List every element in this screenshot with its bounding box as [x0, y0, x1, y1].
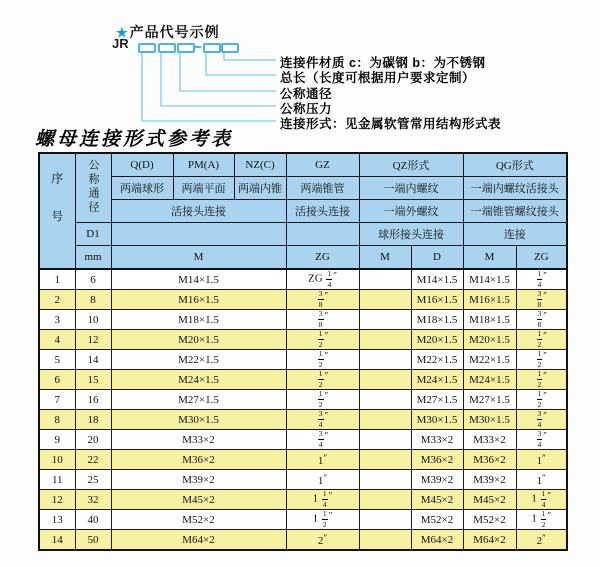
- cell-no: 11: [39, 470, 75, 490]
- cell-qz_d: M27×1.5: [411, 390, 463, 410]
- header-qg-zg: ZG: [516, 246, 567, 270]
- cell-m: M22×1.5: [111, 350, 286, 370]
- header-gz-desc: 两端锥管: [286, 177, 359, 200]
- cell-no: 6: [39, 370, 75, 390]
- header-gz-form: GZ: [286, 153, 359, 177]
- cell-qg_m: M52×2: [463, 510, 516, 530]
- header-nz-desc: 两端内锥: [234, 177, 286, 200]
- cell-dn: 18: [75, 410, 111, 430]
- cell-qg_zg: $\frac{3}{4}$ ″: [516, 410, 567, 430]
- table-row: [39, 530, 567, 551]
- table-row: [39, 330, 567, 350]
- cell-qg_zg: $\frac{1}{2}$ ″: [516, 350, 567, 370]
- cell-dn: 14: [75, 350, 111, 370]
- cell-qg_m: M18×1.5: [463, 310, 516, 330]
- cell-qz_d: M18×1.5: [411, 310, 463, 330]
- cell-no: 5: [39, 350, 75, 370]
- cell-qz_m: [359, 370, 411, 390]
- header-q-desc: 两端球形: [111, 177, 173, 200]
- cell-dn: 12: [75, 330, 111, 350]
- cell-qz_m: [359, 269, 411, 290]
- cell-qg_zg: 2″: [516, 530, 567, 551]
- cell-m: M36×2: [111, 450, 286, 470]
- header-zg-thread: ZG: [286, 246, 359, 270]
- header-q-form: Q(D): [111, 153, 173, 177]
- cell-qz_d: M14×1.5: [411, 269, 463, 290]
- cell-gz: 1 $\frac{1}{4}$ ″: [286, 490, 359, 510]
- cell-m: M30×1.5: [111, 410, 286, 430]
- header-qz-desc2: 一端外螺纹: [359, 200, 463, 223]
- cell-qg_m: M64×2: [463, 530, 516, 551]
- cell-no: 4: [39, 330, 75, 350]
- cell-m: M16×1.5: [111, 290, 286, 310]
- table-header: [39, 153, 567, 269]
- cell-qz_m: [359, 350, 411, 370]
- cell-dn: 40: [75, 510, 111, 530]
- table-row: [39, 470, 567, 490]
- cell-qz_d: M33×2: [411, 430, 463, 450]
- cell-qz_d: M16×1.5: [411, 290, 463, 310]
- cell-qg_zg: $\frac{1}{2}$ ″: [516, 390, 567, 410]
- dash-separator-icon: [193, 46, 201, 48]
- cell-m: M64×2: [111, 530, 286, 551]
- cell-qg_zg: $\frac{3}{8}$ ″: [516, 310, 567, 330]
- table-row: [39, 310, 567, 330]
- cell-gz: 1″: [286, 470, 359, 490]
- header-empty-gz: [286, 223, 359, 246]
- cell-m: M18×1.5: [111, 310, 286, 330]
- table-row: [39, 350, 567, 370]
- cell-qg_m: M27×1.5: [463, 390, 516, 410]
- header-nz-form: NZ(C): [234, 153, 286, 177]
- cell-no: 12: [39, 490, 75, 510]
- cell-dn: 32: [75, 490, 111, 510]
- cell-gz: $\frac{3}{8}$ ″: [286, 290, 359, 310]
- cell-qg_m: M20×1.5: [463, 330, 516, 350]
- star-icon: ★: [116, 25, 129, 40]
- cell-no: 10: [39, 450, 75, 470]
- cell-no: 13: [39, 510, 75, 530]
- cell-qg_zg: 1″: [516, 470, 567, 490]
- cell-qg_zg: $\frac{1}{2}$ ″: [516, 330, 567, 350]
- product-code-prefix: JR: [112, 36, 129, 51]
- diagram-title: [116, 22, 220, 42]
- cell-qg_m: M30×1.5: [463, 410, 516, 430]
- header-qz-connection: 球形接头连接: [359, 223, 463, 246]
- code-label-material: 连接件材质 c：为碳钢 b：为不锈钢: [280, 56, 486, 70]
- cell-dn: 20: [75, 430, 111, 450]
- cell-gz: 1″: [286, 450, 359, 470]
- code-label-length: 总长（长度可根据用户要求定制）: [280, 71, 476, 85]
- cell-qg_zg: 1 $\frac{1}{2}$ ″: [516, 510, 567, 530]
- header-m-thread: M: [111, 246, 286, 270]
- code-box-1: [138, 43, 156, 53]
- cell-no: 8: [39, 410, 75, 430]
- cell-qg_m: M45×2: [463, 490, 516, 510]
- nut-connection-table: [38, 152, 568, 551]
- code-box-4: [203, 43, 221, 53]
- cell-qz_d: M64×2: [411, 530, 463, 551]
- cell-qz_m: [359, 390, 411, 410]
- cell-qz_m: [359, 510, 411, 530]
- cell-m: M52×2: [111, 510, 286, 530]
- cell-qg_zg: $\frac{3}{8}$ ″: [516, 290, 567, 310]
- header-gz-connection: 活接头连接: [286, 200, 359, 223]
- header-qz-d: D: [411, 246, 463, 270]
- cell-qg_zg: 1 $\frac{1}{4}$ ″: [516, 490, 567, 510]
- code-label-pressure: 公称压力: [280, 102, 333, 116]
- header-qz-desc1: 一端内螺纹: [359, 177, 463, 200]
- code-box-3: [177, 43, 195, 53]
- cell-qz_m: [359, 530, 411, 551]
- header-union-connection: 活接头连接: [111, 200, 286, 223]
- cell-no: 9: [39, 430, 75, 450]
- header-empty-left: [111, 223, 286, 246]
- table-row: [39, 490, 567, 510]
- cell-qz_d: M22×1.5: [411, 350, 463, 370]
- cell-gz: 1 $\frac{1}{2}$ ″: [286, 510, 359, 530]
- cell-qg_m: M33×2: [463, 430, 516, 450]
- cell-qz_m: [359, 470, 411, 490]
- cell-qg_zg: $\frac{1}{4}$ ″: [516, 269, 567, 290]
- table-row: [39, 290, 567, 310]
- cell-qg_zg: $\frac{3}{4}$ ″: [516, 430, 567, 450]
- cell-qz_m: [359, 330, 411, 350]
- diagram-title-text: 产品代号示例: [129, 24, 220, 40]
- cell-qg_m: M36×2: [463, 450, 516, 470]
- header-qg-connection: 连接: [463, 223, 567, 246]
- code-box-5: [221, 43, 239, 53]
- header-qz-form: QZ形式: [359, 153, 463, 177]
- cell-m: M39×2: [111, 470, 286, 490]
- table-body: [39, 269, 567, 550]
- cell-dn: 50: [75, 530, 111, 551]
- cell-qz_m: [359, 490, 411, 510]
- cell-qz_m: [359, 290, 411, 310]
- cell-m: M33×2: [111, 430, 286, 450]
- header-tongjing: 公称通径: [75, 153, 111, 223]
- cell-qz_d: M52×2: [411, 510, 463, 530]
- cell-qz_d: M36×2: [411, 450, 463, 470]
- cell-no: 14: [39, 530, 75, 551]
- cell-gz: $\frac{1}{2}$ ″: [286, 350, 359, 370]
- cell-gz: ZG $\frac{1}{4}$ ″: [286, 269, 359, 290]
- header-qg-m: M: [463, 246, 516, 270]
- cell-qz_d: M30×1.5: [411, 410, 463, 430]
- cell-dn: 16: [75, 390, 111, 410]
- cell-m: M24×1.5: [111, 370, 286, 390]
- cell-dn: 22: [75, 450, 111, 470]
- cell-dn: 8: [75, 290, 111, 310]
- table-row: [39, 269, 567, 290]
- cell-qz_d: M24×1.5: [411, 370, 463, 390]
- header-pm-desc: 两端平面: [173, 177, 234, 200]
- cell-qz_d: M20×1.5: [411, 330, 463, 350]
- table-title: 螺母连接形式参考表: [35, 129, 234, 150]
- header-mm: mm: [75, 246, 111, 270]
- table-row: [39, 410, 567, 430]
- cell-m: M20×1.5: [111, 330, 286, 350]
- table-row: [39, 510, 567, 530]
- cell-m: M27×1.5: [111, 390, 286, 410]
- code-label-connection: 连接形式：见金属软管常用结构形式表: [280, 117, 502, 131]
- cell-qz_m: [359, 450, 411, 470]
- header-d1: D1: [75, 223, 111, 246]
- cell-gz: $\frac{3}{8}$ ″: [286, 310, 359, 330]
- cell-qg_m: M22×1.5: [463, 350, 516, 370]
- cell-dn: 6: [75, 269, 111, 290]
- table-row: [39, 450, 567, 470]
- header-qg-desc1: 一端内螺纹活接头: [463, 177, 567, 200]
- cell-gz: $\frac{1}{2}$ ″: [286, 370, 359, 390]
- table-row: [39, 370, 567, 390]
- header-qz-m: M: [359, 246, 411, 270]
- cell-qg_m: M16×1.5: [463, 290, 516, 310]
- header-xuhao: 序号: [39, 153, 75, 269]
- cell-no: 7: [39, 390, 75, 410]
- cell-qg_zg: 1″: [516, 450, 567, 470]
- cell-qz_d: M39×2: [411, 470, 463, 490]
- cell-m: M14×1.5: [111, 269, 286, 290]
- table-row: [39, 430, 567, 450]
- header-qg-desc2: 一端锥管螺纹接头: [463, 200, 567, 223]
- cell-dn: 10: [75, 310, 111, 330]
- header-pm-form: PM(A): [173, 153, 234, 177]
- code-box-2: [158, 43, 176, 53]
- cell-qg_zg: $\frac{1}{2}$ ″: [516, 370, 567, 390]
- cell-qz_d: M45×2: [411, 490, 463, 510]
- cell-gz: $\frac{3}{4}$ ″: [286, 410, 359, 430]
- cell-no: 2: [39, 290, 75, 310]
- cell-qg_m: M39×2: [463, 470, 516, 490]
- cell-gz: $\frac{3}{4}$ ″: [286, 430, 359, 450]
- cell-qg_m: M24×1.5: [463, 370, 516, 390]
- cell-gz: $\frac{1}{2}$ ″: [286, 390, 359, 410]
- cell-no: 3: [39, 310, 75, 330]
- cell-m: M45×2: [111, 490, 286, 510]
- cell-dn: 25: [75, 470, 111, 490]
- cell-qz_m: [359, 310, 411, 330]
- cell-qz_m: [359, 410, 411, 430]
- cell-qg_m: M14×1.5: [463, 269, 516, 290]
- header-qg-form: QG形式: [463, 153, 567, 177]
- cell-no: 1: [39, 269, 75, 290]
- table-row: [39, 390, 567, 410]
- code-label-diameter: 公称通径: [280, 87, 333, 101]
- cell-gz: $\frac{1}{2}$ ″: [286, 330, 359, 350]
- cell-dn: 15: [75, 370, 111, 390]
- cell-gz: 2″: [286, 530, 359, 551]
- cell-qz_m: [359, 430, 411, 450]
